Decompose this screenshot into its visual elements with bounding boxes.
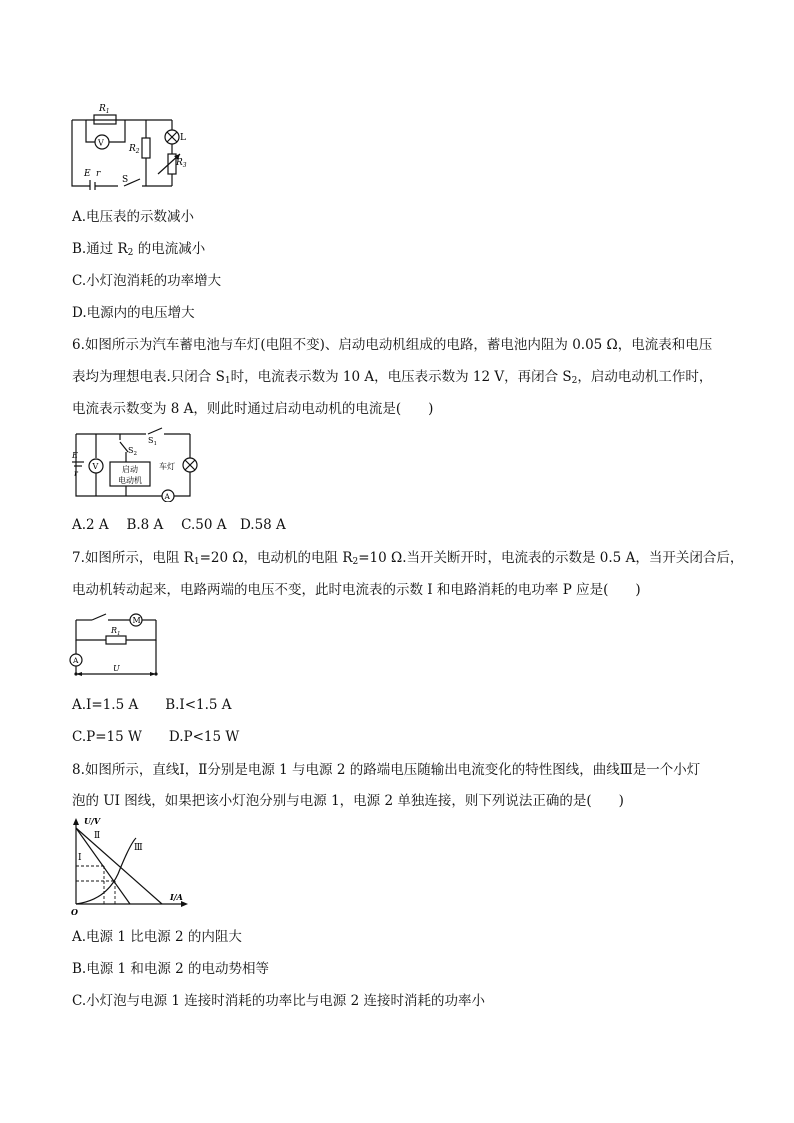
circuit-figure-3 [66,606,166,682]
svg-text:R1: $R_1$ [99,104,110,115]
q8-option-b: B.电源 1 和电源 2 的电动势相等 [72,961,270,977]
svg-text:S1: $S_1$ [148,436,157,447]
q7-options-ab: A.I=1.5 A B.I<1.5 A [72,697,232,713]
svg-text:Ⅰ: Ⅰ [78,853,82,863]
svg-text:Ⅱ: Ⅱ [94,831,101,841]
svg-text:V: V [92,462,99,471]
circuit-figure-1 [66,98,196,190]
q5-option-b: B.通过 $R_2$ 的电流减小 [72,241,206,258]
svg-text:L: L [180,133,186,143]
q6-stem-line-1: 6.如图所示为汽车蓄电池与车灯(电阻不变)、启动电动机组成的电路，蓄电池内阻为 0.05 Ω，电流表和电压 [72,337,713,353]
svg-text:A: A [164,492,170,501]
q8-option-a: A.电源 1 比电源 2 的内阻大 [72,929,242,945]
svg-text:Ⅲ: Ⅲ [134,843,143,853]
svg-text:I/A: I/A [170,892,183,902]
q5-option-d: D.电源内的电压增大 [72,305,195,321]
svg-text:E: E [72,451,78,460]
svg-text:O: O [71,907,78,917]
q8-stem-line-1: 8.如图所示，直线Ⅰ，Ⅱ分别是电源 1 与电源 2 的路端电压随输出电流变化的特性图线，曲线Ⅲ是一个小灯 [72,762,701,778]
ui-graph-figure [66,814,196,918]
svg-text:E: E [84,169,91,179]
q7-stem-line-2: 电动机转动起来，电路两端的电压不变，此时电流表的示数 I 和电路消耗的电功率 P 应是( ) [72,582,641,598]
svg-text:r: r [96,169,101,179]
q6-stem-line-3: 电流表示数变为 8 A，则此时通过启动电动机的电流是( ) [72,401,434,417]
q8-option-c: C.小灯泡与电源 1 连接时消耗的功率比与电源 2 连接时消耗的功率小 [72,993,485,1009]
q5-option-c: C.小灯泡消耗的功率增大 [72,273,222,289]
q6-stem-line-2: 表均为理想电表.只闭合 $S_1$时，电流表示数为 10 A，电压表示数为 12 V，再闭合 $S_2$，启动电动机工作时， [72,369,713,386]
q7-stem-line-1: 7.如图所示，电阻 $R_1=20$ Ω，电动机的电阻 $R_2=10$ Ω.当开关断开时，电流表的示数是 0.5 A，当开关闭合后， [72,550,744,567]
svg-text:r: r [74,469,78,478]
svg-text:U/V: U/V [84,816,101,826]
q6-options: A.2 A B.8 A C.50 A D.58 A [72,517,286,533]
svg-text:S2: $S_2$ [128,446,137,457]
voltmeter-label: V [98,138,104,148]
svg-text:R2: $R_2$ [129,144,140,155]
svg-text:R3: $R_3$ [176,158,187,169]
svg-text:车灯: 车灯 [159,462,175,471]
q8-stem-line-2: 泡的 UI 图线，如果把该小灯泡分别与电源 1，电源 2 单独连接，则下列说法正确的是( ) [72,793,624,809]
circuit-figure-2 [66,426,206,502]
svg-text:U: U [113,664,120,673]
q7-options-cd: C.P=15 W D.P<15 W [72,729,240,745]
svg-text:A: A [73,656,79,665]
svg-text:R1: $R_1$ [111,626,121,637]
svg-text:M: M [132,616,141,625]
svg-text:电动机: 电动机 [118,476,142,485]
svg-text:S: S [122,175,129,185]
q5-option-a: A.电压表的示数减小 [72,209,195,225]
svg-text:启动: 启动 [122,465,138,474]
